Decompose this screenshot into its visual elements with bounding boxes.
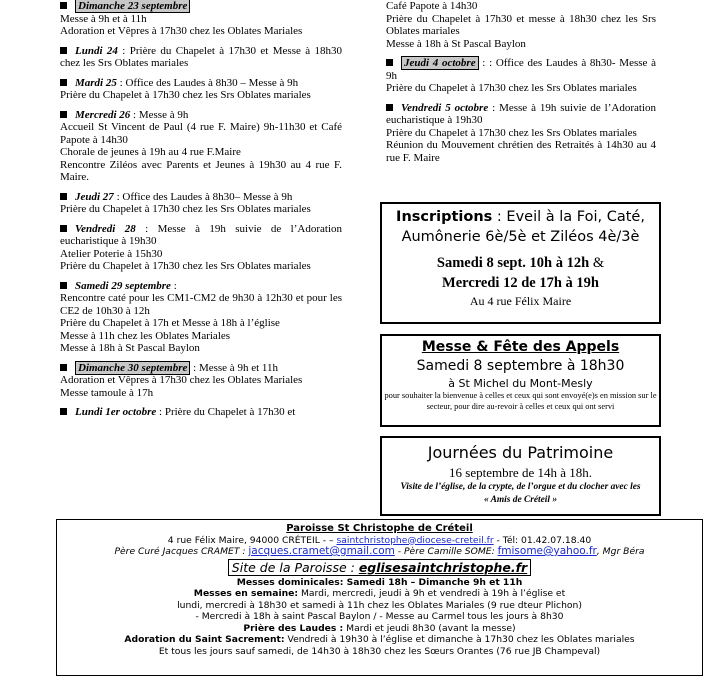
entry-first-text: Office des Laudes à 8h30- Messe à 9h [386, 57, 656, 82]
entry-line: Réunion du Mouvement chrétien des Retraités à 14h30 au 4 rue F. Maire [386, 139, 656, 164]
messe-appels-box [380, 334, 661, 427]
entry-line: Atelier Poterie à 15h30 [60, 247, 163, 260]
entry-first-text: Prière du Chapelet à 17h30 et [162, 406, 296, 418]
schedule-entry [60, 362, 342, 400]
cure-email-link[interactable]: jacques.cramet@gmail.com [248, 545, 395, 557]
inscriptions-dates [382, 253, 659, 309]
patrimoine-description: Visite de l’église, de la crypte, de l’orgue et du clocher avec les « Amis de Créteil » [400, 482, 641, 505]
patrimoine-date: 16 septembre de 14h à 18h. [449, 465, 592, 480]
bullet-icon [60, 47, 67, 54]
schedule-entry [386, 57, 656, 95]
entry-line: Messe à 18h à St Pascal Baylon [386, 37, 526, 50]
entry-line: Messe à 11h chez les Oblates Mariales [60, 329, 231, 342]
entry-heading-line [386, 102, 656, 127]
entry-line: Rencontre Ziléos avec Parents et Jeunes à 19h30 au 4 rue F. Maire. [60, 158, 342, 183]
inscriptions-heading [382, 204, 659, 247]
inscriptions-title: Inscriptions [396, 209, 493, 225]
entry-heading-line [60, 0, 342, 13]
parish-footer [56, 519, 703, 676]
camille-label: - Père Camille SOME: [394, 546, 498, 557]
entry-first-text: Messe à 9h et 11h [196, 361, 278, 374]
parish-email-link[interactable]: saintchristophe@diocese-creteil.fr [336, 534, 494, 546]
schedule-entry [60, 191, 342, 216]
schedule-entry [60, 406, 342, 419]
laudes-text: Mardi et jeudi 8h30 (avant la messe) [343, 622, 516, 634]
entry-line: Prière du Chapelet à 17h30 chez les Srs Oblates mariales [386, 82, 637, 94]
bullet-icon [60, 111, 67, 118]
camille-email-link[interactable]: fmisome@yahoo.fr [497, 545, 597, 557]
entry-line: Prière du Chapelet à 17h30 et messe à 18h30 chez les Srs Oblates mariales [386, 12, 656, 37]
weekday-masses-label: Messes en semaine: [193, 588, 299, 599]
entry-line: Accueil St Vincent de Paul (4 rue F. Maire) 9h-11h30 et Café Papote à 14h30 [60, 121, 342, 146]
entry-first-text: Prière du Chapelet à 17h30 et Messe à 18h30 chez les Srs Oblates mariales [60, 44, 343, 69]
day-label: Dimanche 30 septembre [75, 361, 190, 375]
day-separator: : : [478, 57, 493, 69]
inscriptions-place: Au 4 rue Félix Maire [469, 294, 572, 308]
weekday-masses-line-2: lundi, mercredi à 18h30 et samedi à 11h chez les Oblates Mariales (9 rue dteur Plichon) [177, 599, 582, 611]
day-separator: : [170, 279, 177, 292]
day-label: Mercredi 26 [75, 108, 131, 121]
entry-first-text: Office des Laudes à 8h30– Messe à 9h [119, 190, 293, 203]
day-label: Lundi 24 [75, 44, 118, 57]
messe-appels-description: pour souhaiter la bienvenue à celles et ceux qui sont envoyé(e)s en mission sur le secteur, pour dire au-revoir à celles et ceux qui ont servi [384, 391, 657, 411]
day-separator: : [113, 190, 120, 203]
adoration-line [57, 634, 702, 646]
day-separator: : [488, 101, 496, 114]
entry-line: Adoration et Vêpres à 17h30 chez les Oblates Mariales [60, 25, 303, 37]
bullet-icon [60, 2, 67, 9]
day-label: Jeudi 4 octobre [401, 56, 479, 70]
sunday-masses: Messes dominicales: Samedi 18h – Dimanche 9h et 11h [236, 576, 523, 588]
entry-line: Prière du Chapelet à 17h30 chez les Srs Oblates mariales [60, 89, 311, 101]
entry-first-text: Office des Laudes à 8h30 – Messe à 9h [122, 76, 299, 89]
entry-heading-line [60, 223, 342, 248]
bullet-icon [386, 59, 393, 66]
parish-phone: - Tél: 01.42.07.18.40 [493, 534, 592, 546]
entry-first-text: Messe à 19h suivie de l’Adoration eucharistique à 19h30 [386, 101, 656, 126]
entry-line: Chorale de jeunes à 19h au 4 rue F.Maire [60, 146, 241, 158]
bullet-icon [386, 104, 393, 111]
website-link[interactable]: eglisesaintchristophe.fr [358, 559, 528, 575]
website-label: Site de la Paroisse : [231, 559, 359, 575]
entry-heading-line [386, 57, 656, 82]
entry-line: Rencontre caté pour les CM1-CM2 de 9h30 à 12h30 et pour les CE2 de 10h30 à 12h [60, 292, 342, 317]
inscriptions-subtitle: : Eveil à la Foi, Caté, Aumônerie 6è/5è et Ziléos 4è/3è [401, 209, 645, 245]
parish-website-box [228, 559, 531, 576]
entry-line: Messe tamoule à 17h [60, 386, 154, 399]
schedule-entry [60, 0, 342, 38]
weekday-masses-line-3: - Mercredi à 18h à saint Pascal Baylon / - Messe au Carmel tous les jours à 8h30 [195, 611, 564, 622]
entry-heading-line [60, 406, 342, 419]
day-separator: : [117, 44, 126, 57]
entry-line: Messe à 9h et à 11h [60, 12, 147, 25]
messe-appels-date: Samedi 8 septembre à 18h30 [416, 358, 625, 374]
entry-first-text: Messe à 19h suivie de l’Adoration eucharistique à 19h30 [60, 222, 342, 247]
day-separator: : [135, 222, 149, 235]
entry-heading-line [60, 77, 342, 90]
messe-appels-place: à St Michel du Mont-Mesly [448, 377, 593, 390]
bullet-icon [60, 225, 67, 232]
day-separator: : [130, 108, 137, 121]
day-label: Mardi 25 [75, 76, 117, 89]
patrimoine-box [380, 436, 661, 516]
entry-line: Adoration et Vêpres à 17h30 chez les Oblates Mariales [60, 374, 303, 386]
bullet-icon [60, 193, 67, 200]
entry-line: Messe à 18h à St Pascal Baylon [60, 342, 200, 354]
bullet-icon [60, 364, 67, 371]
parish-address: 4 rue Félix Maire, 94000 CRÉTEIL - – [167, 534, 337, 546]
right-column [386, 0, 656, 171]
day-separator: : [156, 406, 163, 418]
messe-appels-title: Messe & Fête des Appels [421, 339, 620, 355]
patrimoine-title: Journées du Patrimoine [427, 443, 614, 462]
bullet-icon [60, 408, 67, 415]
adoration-label: Adoration du Saint Sacrement: [124, 634, 285, 645]
schedule-entry [60, 77, 342, 102]
day-separator: : [116, 76, 123, 89]
day-label: Dimanche 23 septembre [75, 0, 190, 13]
orantes-line: Et tous les jours sauf samedi, de 14h30 à 18h30 chez les Sœurs Orantes (76 rue JB Champeval) [158, 645, 601, 657]
entry-heading-line [60, 109, 342, 122]
entry-line: Prière du Chapelet à 17h30 chez les Srs Oblates mariales [60, 203, 311, 215]
left-column [60, 0, 342, 426]
inscriptions-amp: & [589, 255, 605, 271]
day-label: Vendredi 5 octobre [401, 101, 489, 114]
laudes-label: Prière des Laudes : [243, 622, 344, 634]
schedule-entry [386, 0, 656, 50]
adoration-text: Vendredi à 19h30 à l’église et dimanche à 17h30 chez les Oblates mariales [284, 634, 635, 645]
clergy-line [57, 546, 702, 558]
entry-first-text: Messe à 9h [136, 108, 189, 121]
schedule-entry [60, 223, 342, 273]
day-separator: : [190, 361, 197, 374]
day-label: Samedi 29 septembre [75, 279, 171, 292]
day-label: Vendredi 28 [75, 222, 136, 235]
entry-line: Prière du Chapelet à 17h30 chez les Srs Oblates mariales [386, 126, 637, 139]
entry-heading-line [60, 191, 342, 204]
laudes-line [57, 623, 702, 635]
entry-heading-line [60, 45, 342, 70]
inscriptions-date-2: Mercredi 12 de 17h à 19h [442, 275, 599, 291]
bera-label: , Mgr Béra [596, 546, 645, 557]
bullet-icon [60, 282, 67, 289]
entry-heading-line [60, 362, 342, 375]
entry-line: Prière du Chapelet à 17h30 chez les Srs Oblates mariales [60, 260, 311, 272]
day-label: Jeudi 27 [75, 190, 114, 203]
parish-title: Paroisse St Christophe de Créteil [286, 523, 473, 534]
schedule-entry [60, 280, 342, 355]
entry-line: Prière du Chapelet à 17h et Messe à 18h à l’église [60, 317, 280, 329]
weekday-masses-text: Mardi, mercredi, jeudi à 9h et vendredi à 19h à l’église et [298, 588, 566, 599]
schedule-entry [60, 109, 342, 184]
inscriptions-box [380, 202, 661, 324]
schedule-entry [386, 102, 656, 165]
entry-heading-line [60, 280, 342, 293]
cure-label: Père Curé Jacques CRAMET : [114, 546, 249, 557]
inscriptions-date-1: Samedi 8 sept. 10h à 12h [436, 255, 590, 271]
day-label: Lundi 1er octobre [75, 406, 157, 418]
entry-line: Café Papote à 14h30 [386, 0, 478, 12]
bullet-icon [60, 79, 67, 86]
schedule-entry [60, 45, 342, 70]
weekday-masses-line-1 [57, 588, 702, 600]
